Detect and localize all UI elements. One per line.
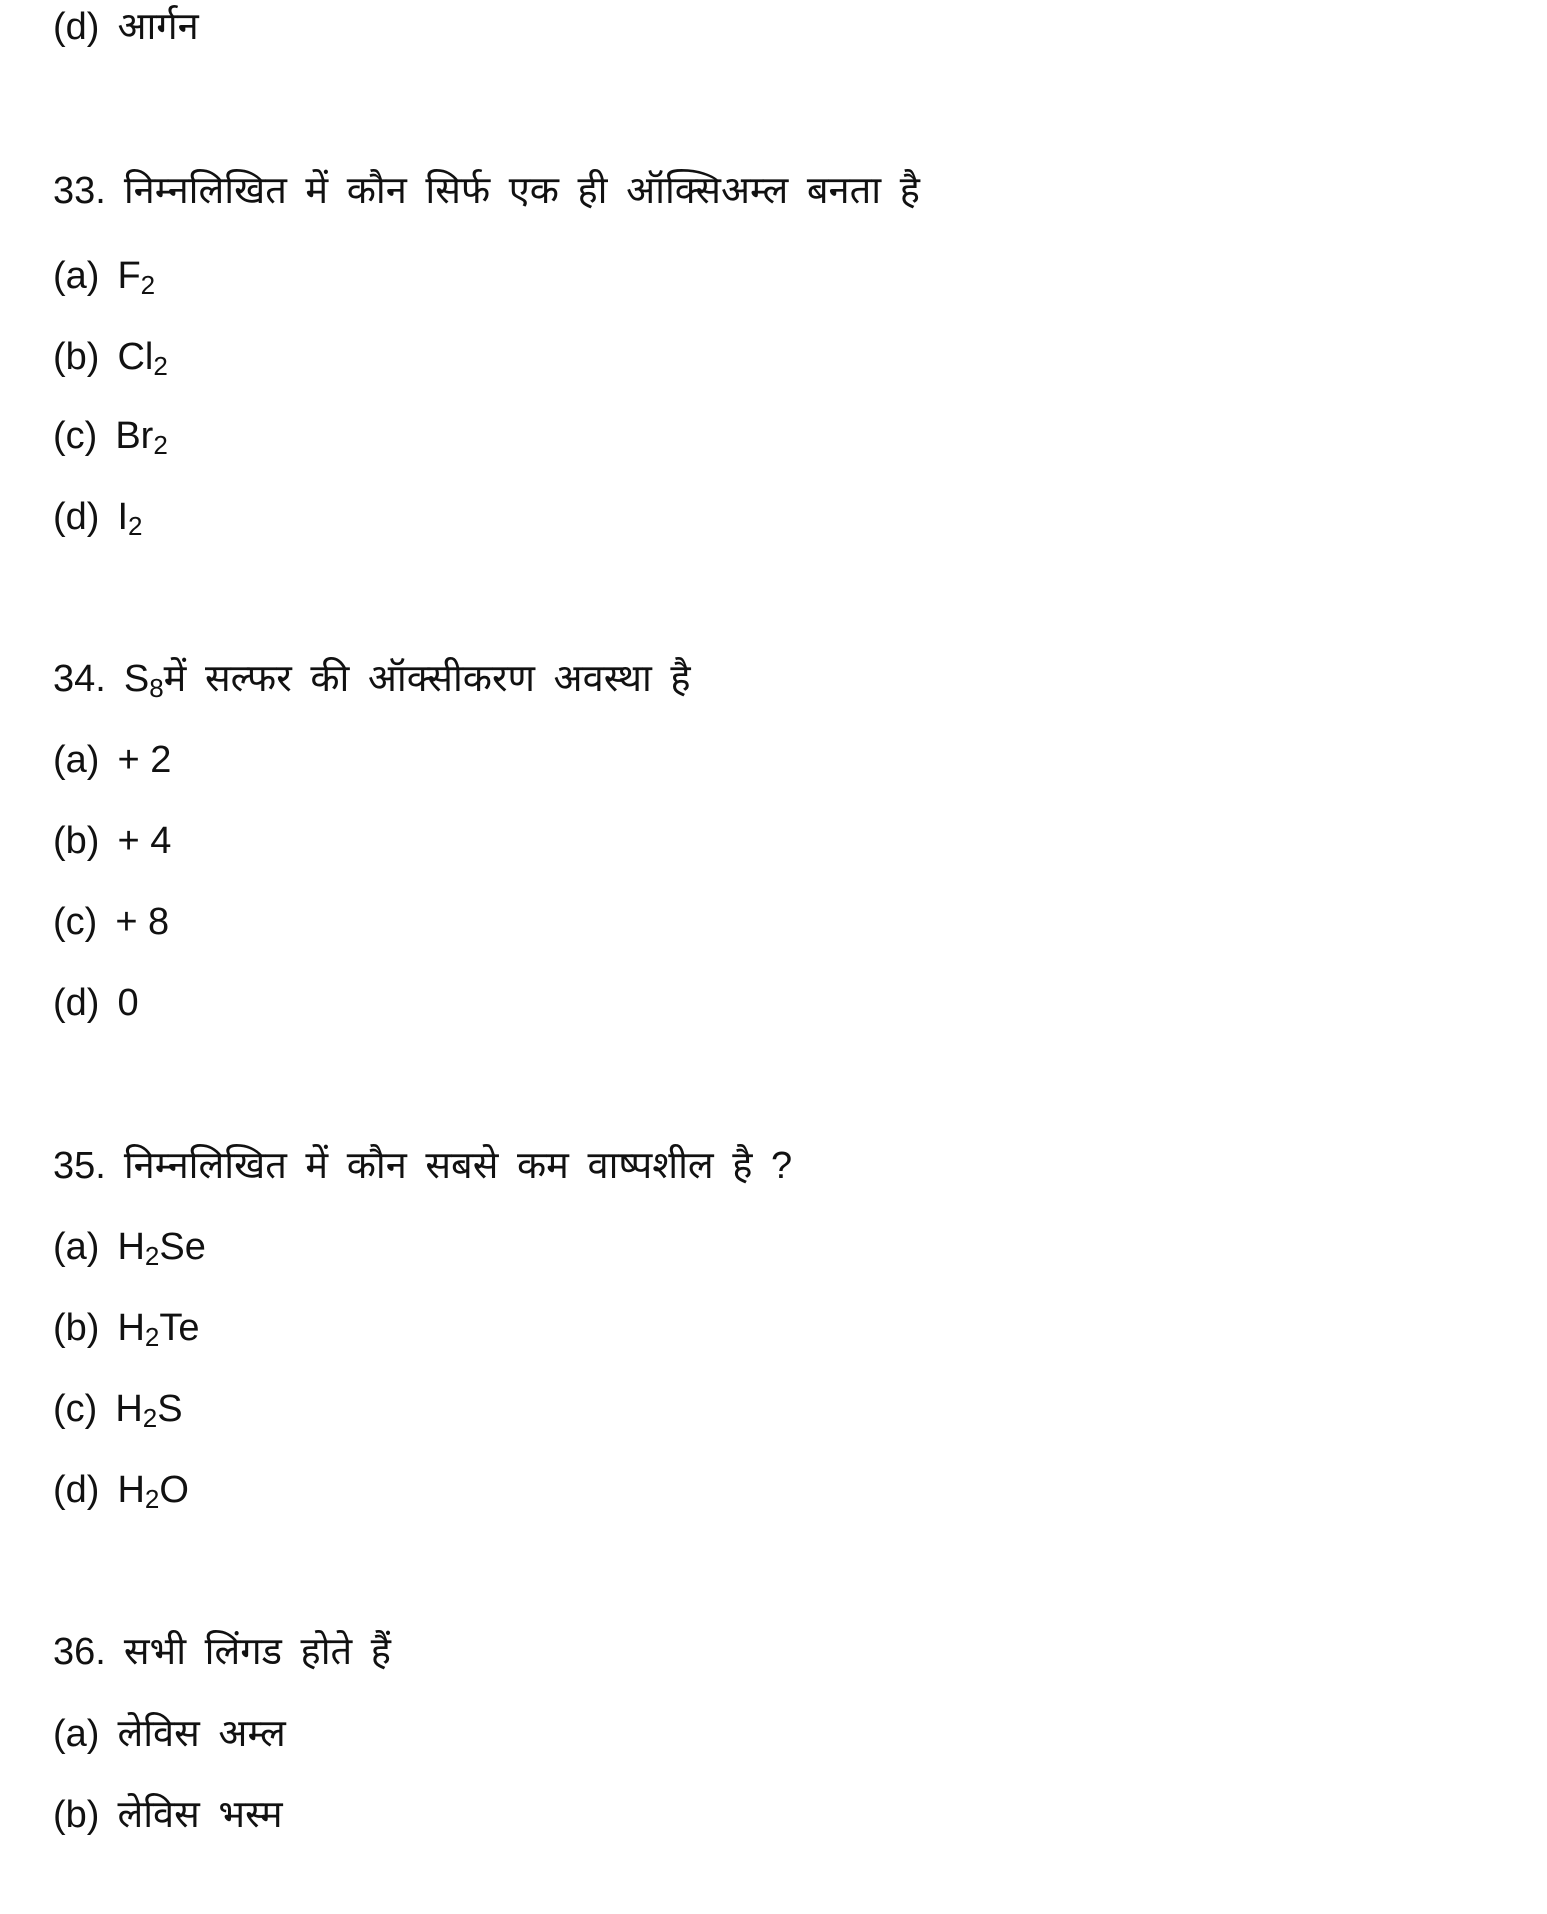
option-label: (d) <box>53 496 100 538</box>
option-33-b <box>53 335 168 379</box>
option-33-a <box>53 254 155 298</box>
option-label: (c) <box>53 901 98 943</box>
subscript: 8 <box>149 673 164 703</box>
formula: Cl <box>117 336 154 378</box>
option-36-a <box>53 1712 286 1756</box>
formula: Br <box>115 415 154 457</box>
option-label: (b) <box>53 336 100 378</box>
question-text: में सल्फर की ऑक्सीकरण अवस्था है <box>163 658 691 700</box>
subscript: 2 <box>153 351 168 381</box>
option-label: (d) <box>53 1469 100 1511</box>
formula: I <box>117 496 129 538</box>
formula: H <box>117 1469 145 1511</box>
option-label: (d) <box>53 6 100 48</box>
option-label: (c) <box>53 1388 98 1430</box>
option-label: (a) <box>53 739 100 781</box>
question-34 <box>53 657 691 701</box>
option-label: (b) <box>53 1794 100 1836</box>
option-text: आर्गन <box>117 6 199 48</box>
subscript: 2 <box>128 511 143 541</box>
option-34-c <box>53 900 169 944</box>
subscript: 2 <box>144 1484 160 1514</box>
question-text: निम्नलिखित में कौन सबसे कम वाष्पशील है ? <box>123 1145 793 1187</box>
question-number: 34. <box>53 658 106 700</box>
option-label: (a) <box>53 1226 100 1268</box>
option-label: (b) <box>53 820 100 862</box>
question-36 <box>53 1630 391 1674</box>
option-label: (c) <box>53 415 98 457</box>
formula: H <box>117 1226 145 1268</box>
option-text: लेविस भस्म <box>117 1794 283 1836</box>
question-33 <box>53 169 920 213</box>
subscript: 2 <box>153 430 168 460</box>
option-label: (d) <box>53 982 100 1024</box>
subscript: 2 <box>140 270 156 300</box>
option-text: + 2 <box>117 739 172 781</box>
question-text: सभी लिंगड होते हैं <box>123 1631 391 1673</box>
formula: O <box>159 1469 189 1511</box>
option-prev-d <box>53 5 199 49</box>
question-number: 35. <box>53 1145 106 1187</box>
subscript: 2 <box>142 1403 158 1433</box>
formula: H <box>115 1388 143 1430</box>
option-35-a <box>53 1225 206 1269</box>
subscript: 2 <box>144 1322 160 1352</box>
subscript: 2 <box>144 1241 160 1271</box>
option-text: + 8 <box>115 901 170 943</box>
option-35-b <box>53 1306 200 1350</box>
option-34-d <box>53 981 139 1025</box>
option-label: (b) <box>53 1307 100 1349</box>
option-text: 0 <box>117 982 139 1024</box>
formula: Te <box>159 1307 200 1349</box>
option-34-b <box>53 819 171 863</box>
option-33-c <box>53 414 168 458</box>
option-36-b <box>53 1793 283 1837</box>
option-label: (a) <box>53 1713 100 1755</box>
option-33-d <box>53 495 142 539</box>
option-34-a <box>53 738 171 782</box>
formula: S <box>157 1388 183 1430</box>
formula: F <box>117 255 141 297</box>
option-35-c <box>53 1387 183 1431</box>
question-number: 33. <box>53 170 106 212</box>
formula: H <box>117 1307 145 1349</box>
option-text: लेविस अम्ल <box>117 1713 286 1755</box>
formula: S <box>123 658 150 700</box>
question-35 <box>53 1144 792 1188</box>
formula: Se <box>159 1226 206 1268</box>
question-number: 36. <box>53 1631 106 1673</box>
option-text: + 4 <box>117 820 172 862</box>
question-text: निम्नलिखित में कौन सिर्फ एक ही ऑक्सिअम्ल बनता है <box>123 170 920 212</box>
option-label: (a) <box>53 255 100 297</box>
option-35-d <box>53 1468 189 1512</box>
